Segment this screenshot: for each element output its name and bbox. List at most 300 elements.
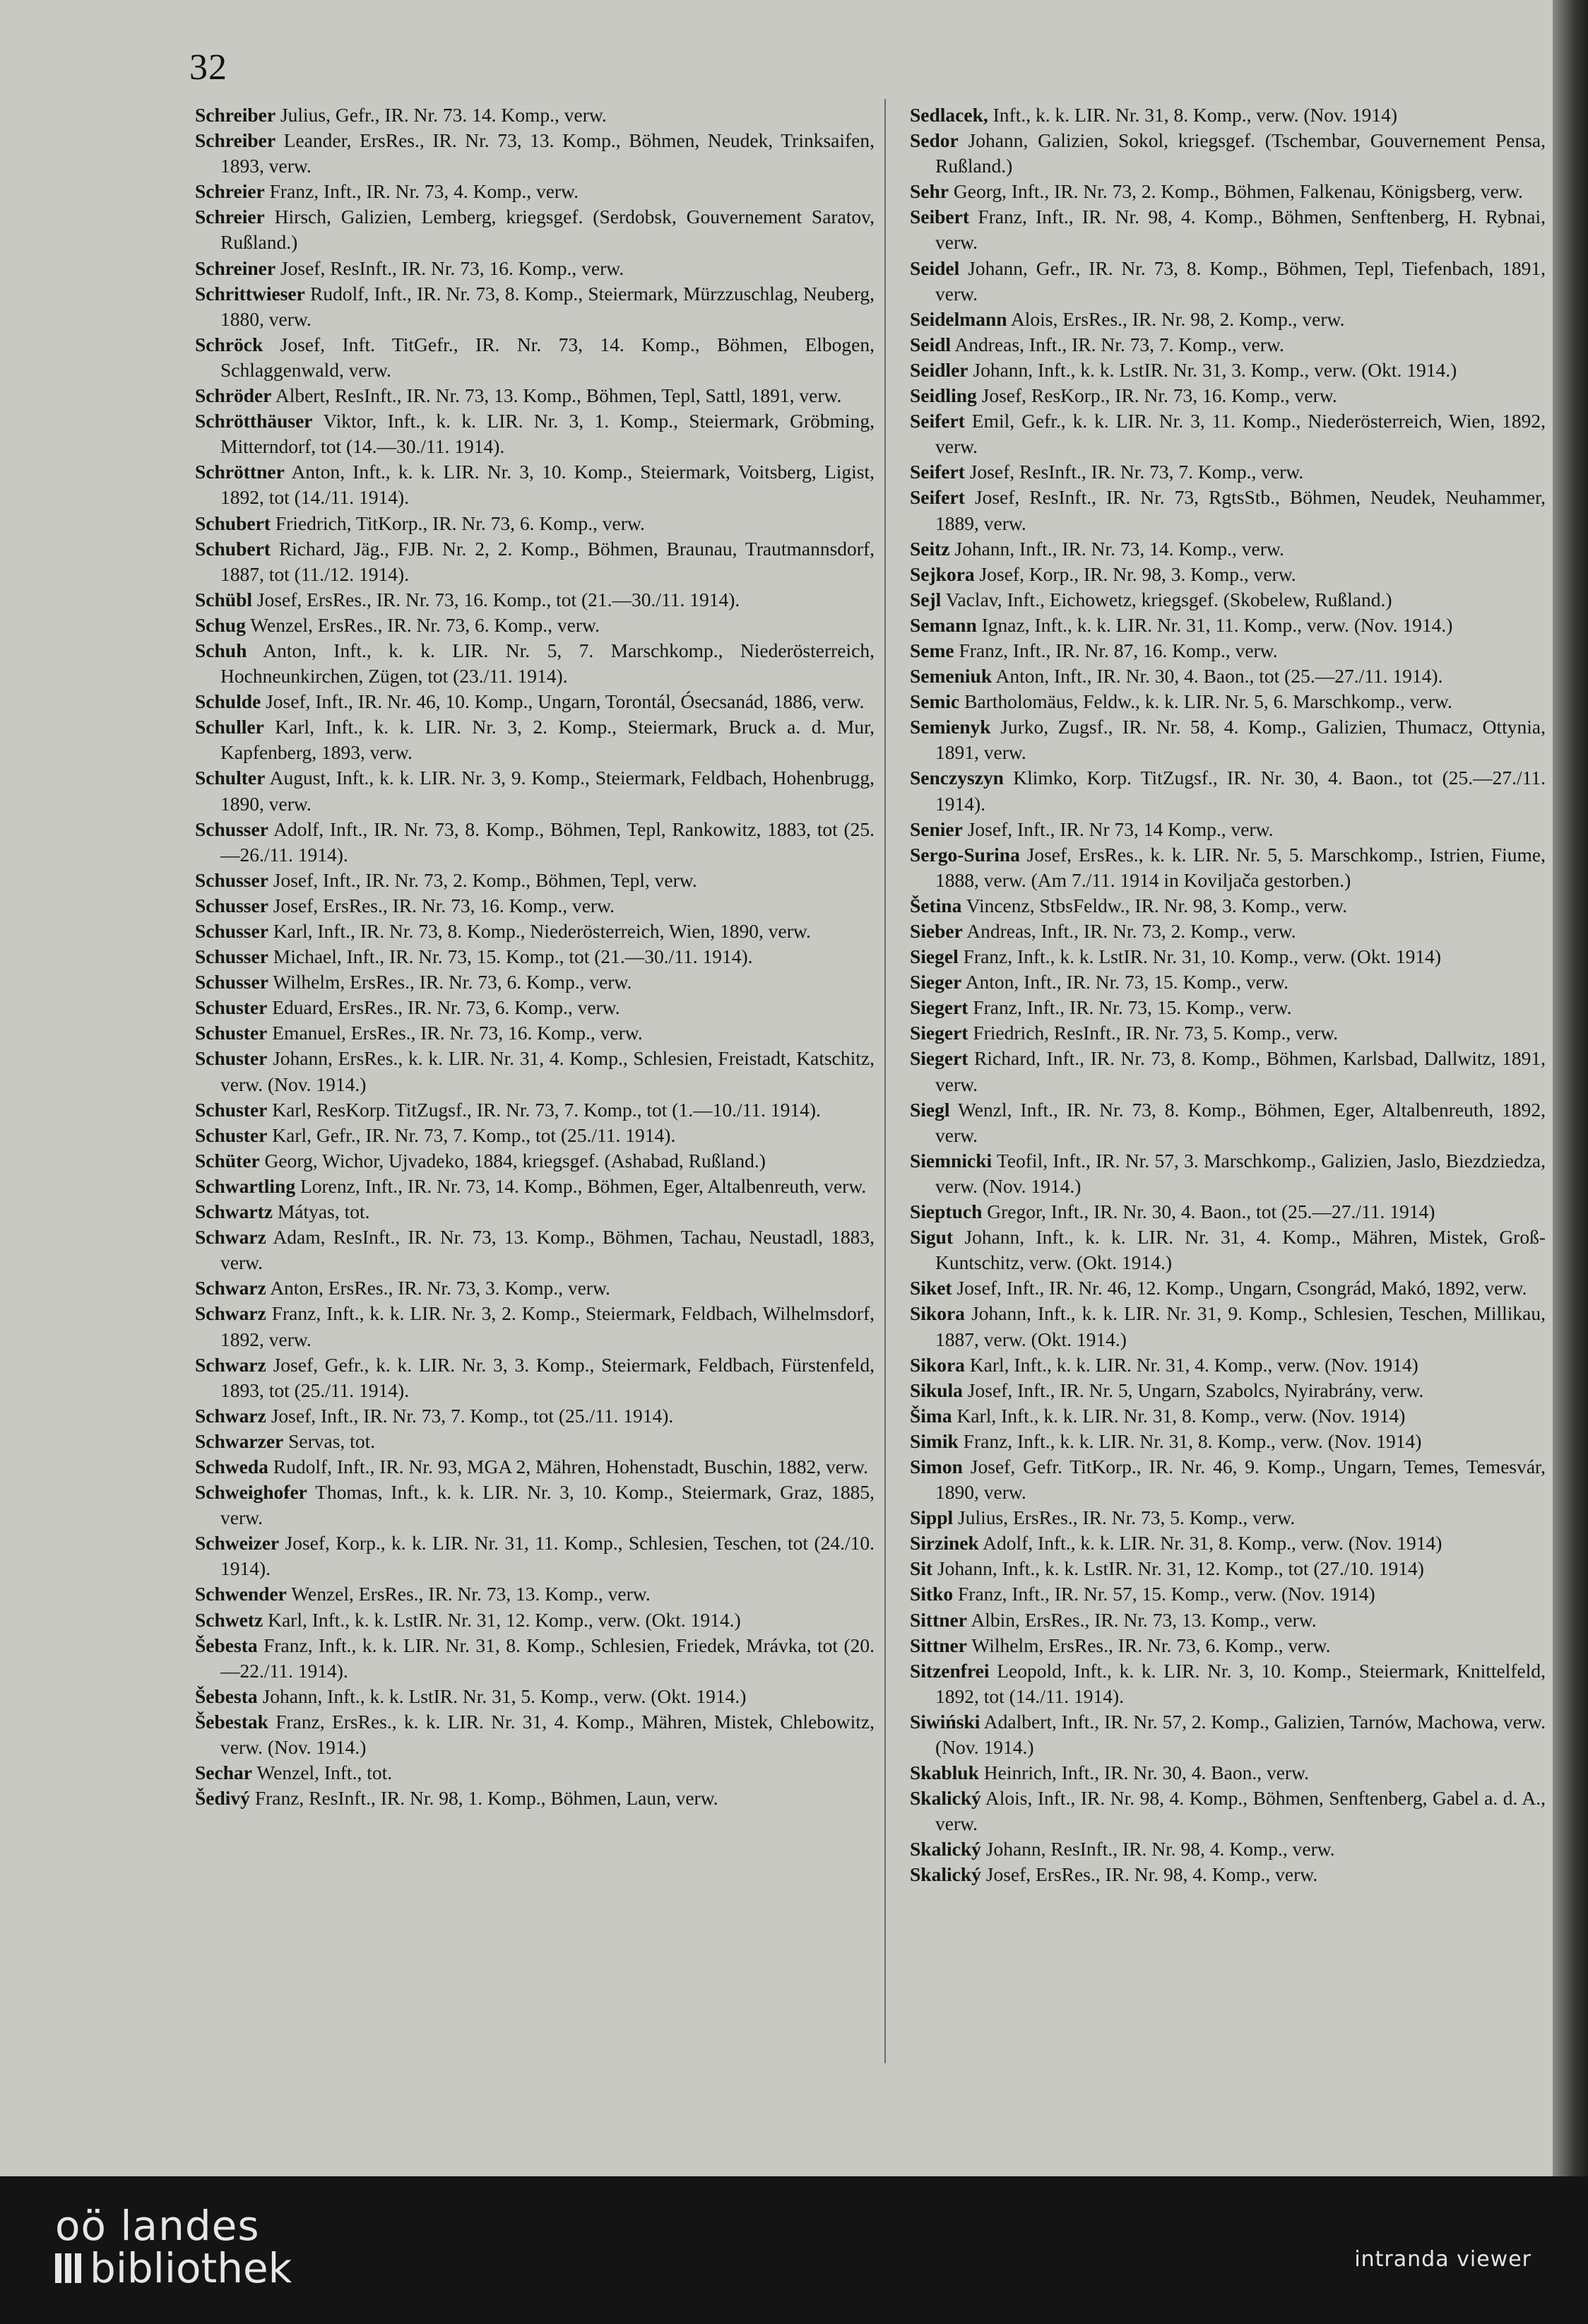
- register-entry: [195, 1020, 875, 1046]
- entry-surname: Skalický: [910, 1863, 981, 1886]
- entry-details: Thomas, Inft., k. k. LIR. Nr. 3, 10. Komp., Steiermark, Graz, 1885, verw.: [220, 1481, 875, 1529]
- register-entry: [195, 1786, 875, 1811]
- column-divider: [884, 99, 886, 2063]
- entry-details: Johann, ResInft., IR. Nr. 98, 4. Komp., verw.: [985, 1838, 1335, 1860]
- entry-details: Heinrich, Inft., IR. Nr. 30, 4. Baon., verw.: [983, 1762, 1310, 1784]
- entry-surname: Schreiber: [195, 104, 276, 126]
- entry-details: Johann, Inft., k. k. LstIR. Nr. 31, 12. Komp., tot (27./10. 1914): [937, 1557, 1424, 1580]
- entry-surname: Sehr: [910, 180, 949, 203]
- entry-details: Franz, Inft., k. k. LIR. Nr. 31, 8. Komp., verw. (Nov. 1914): [963, 1429, 1422, 1452]
- entry-details: Servas, tot.: [288, 1429, 376, 1452]
- entry-details: Ignaz, Inft., k. k. LIR. Nr. 31, 11. Komp., verw. (Nov. 1914.): [981, 613, 1453, 636]
- entry-surname: Schuster: [195, 1047, 268, 1070]
- register-entry: [910, 689, 1546, 714]
- entry-details: Albin, ErsRes., IR. Nr. 73, 13. Komp., verw.: [971, 1608, 1317, 1631]
- entry-details: Jurko, Zugsf., IR. Nr. 58, 4. Komp., Galizien, Thumacz, Ottynia, 1891, verw.: [935, 716, 1546, 764]
- register-entry: [195, 1429, 875, 1454]
- register-entry: [195, 714, 875, 765]
- register-entry: [195, 204, 875, 255]
- entry-details: Eduard, ErsRes., IR. Nr. 73, 6. Komp., verw.: [272, 996, 620, 1019]
- entry-details: Josef, Inft., IR. Nr. 46, 10. Komp., Ungarn, Torontál, Ósecsanád, 1886, verw.: [266, 690, 865, 713]
- register-entry: [910, 1454, 1546, 1505]
- register-entry: [195, 1148, 875, 1174]
- entry-details: Karl, Inft., k. k. LstIR. Nr. 31, 12. Komp., verw. (Okt. 1914.): [268, 1608, 741, 1631]
- register-entry: [195, 1581, 875, 1607]
- logo-line-1: oö landes: [55, 2202, 260, 2250]
- register-entry: [195, 868, 875, 893]
- register-entry: [195, 1480, 875, 1530]
- register-entry: [910, 459, 1546, 485]
- entry-details: Johann, Inft., k. k. LstIR. Nr. 31, 5. Komp., verw. (Okt. 1914.): [262, 1685, 747, 1707]
- entry-surname: Schreier: [195, 180, 265, 203]
- entry-details: Karl, Inft., k. k. LIR. Nr. 31, 4. Komp., verw. (Nov. 1914): [969, 1353, 1418, 1376]
- register-entry: [910, 1760, 1546, 1786]
- register-entry: [195, 638, 875, 689]
- register-entry: [195, 944, 875, 969]
- register-entry: [910, 893, 1546, 919]
- entry-surname: Siemnicki: [910, 1149, 992, 1172]
- entry-surname: Schweda: [195, 1455, 268, 1477]
- register-entry: [910, 587, 1546, 613]
- logo-bars-icon: [55, 2253, 81, 2283]
- entry-surname: Šetina: [910, 894, 962, 916]
- entry-details: Anton, Inft., IR. Nr. 30, 4. Baon., tot (25.—27./11. 1914).: [995, 665, 1443, 688]
- entry-surname: Schröder: [195, 384, 272, 407]
- logo-line-2-text: bibliothek: [90, 2244, 292, 2292]
- entry-details: Anton, Inft., k. k. LIR. Nr. 3, 10. Komp., Steiermark, Voitsberg, Ligist, 1892, tot (14./11. 1914).: [220, 461, 875, 509]
- entry-details: Josef, Inft., IR. Nr 73, 14 Komp., verw.: [967, 818, 1274, 840]
- register-entry: [195, 459, 875, 510]
- entry-details: Andreas, Inft., IR. Nr. 73, 2. Komp., verw.: [966, 920, 1296, 942]
- entry-details: Klimko, Korp. TitZugsf., IR. Nr. 30, 4. Baon., tot (25.—27./11. 1914).: [935, 767, 1546, 815]
- entry-surname: Siwiński: [910, 1710, 980, 1733]
- register-entry: [910, 613, 1546, 638]
- entry-surname: Seifert: [910, 461, 965, 483]
- register-entry: [910, 1608, 1546, 1633]
- entry-details: Johann, Inft., IR. Nr. 73, 14. Komp., verw.: [954, 537, 1284, 560]
- register-entry: [910, 995, 1546, 1020]
- register-entry: [195, 1046, 875, 1097]
- entry-details: Josef, ResInft., IR. Nr. 73, RgtsStb., Böhmen, Neudek, Neuhammer, 1889, verw.: [935, 486, 1546, 534]
- entry-details: Karl, Inft., k. k. LIR. Nr. 3, 2. Komp., Steiermark, Bruck a. d. Mur, Kapfenberg, 1893, verw.: [220, 716, 875, 764]
- entry-details: Josef, Gefr., k. k. LIR. Nr. 3, 3. Komp., Steiermark, Feldbach, Fürstenfeld, 1893, tot (25./11. 1914).: [220, 1353, 875, 1401]
- entry-surname: Sikula: [910, 1379, 963, 1401]
- entry-surname: Semann: [910, 613, 977, 636]
- entry-details: Josef, Inft., IR. Nr. 46, 12. Komp., Ungarn, Csongrád, Makó, 1892, verw.: [956, 1277, 1527, 1299]
- entry-surname: Senczyszyn: [910, 767, 1004, 789]
- entry-surname: Seidelmann: [910, 307, 1007, 330]
- entry-surname: Schrötthäuser: [195, 410, 313, 432]
- entry-details: Emanuel, ErsRes., IR. Nr. 73, 16. Komp., verw.: [272, 1022, 643, 1044]
- entry-surname: Senier: [910, 818, 963, 840]
- entry-details: Josef, ErsRes., IR. Nr. 73, 16. Komp., tot (21.—30./11. 1914).: [256, 588, 740, 611]
- entry-details: Viktor, Inft., k. k. LIR. Nr. 3, 1. Komp., Steiermark, Gröbming, Mitterndorf, tot (14.—30./11. 1914).: [220, 410, 875, 458]
- entry-surname: Schuster: [195, 1022, 268, 1044]
- entry-surname: Schwarzer: [195, 1429, 284, 1452]
- register-entry: [195, 1301, 875, 1352]
- entry-details: Georg, Wichor, Ujvadeko, 1884, kriegsgef. (Ashabad, Rußland.): [264, 1149, 766, 1172]
- entry-details: Franz, Inft., IR. Nr. 87, 16. Komp., verw.: [959, 639, 1278, 661]
- entry-surname: Semic: [910, 690, 960, 713]
- register-entry: [195, 689, 875, 714]
- entry-surname: Sitko: [910, 1583, 954, 1605]
- register-entry: [195, 1275, 875, 1301]
- register-entry: [910, 817, 1546, 842]
- entry-surname: Schwarz: [195, 1302, 266, 1325]
- entry-details: Anton, Inft., IR. Nr. 73, 15. Komp., verw.: [965, 971, 1288, 993]
- register-entry: [910, 1836, 1546, 1862]
- register-entry: [195, 383, 875, 408]
- entry-details: Inft., k. k. LIR. Nr. 31, 8. Komp., verw. (Nov. 1914): [992, 104, 1397, 126]
- entry-surname: Sechar: [195, 1762, 252, 1784]
- entry-surname: Seidler: [910, 358, 968, 381]
- entry-details: Lorenz, Inft., IR. Nr. 73, 14. Komp., Böhmen, Eger, Altalbenreuth, verw.: [300, 1174, 867, 1197]
- entry-surname: Sitzenfrei: [910, 1659, 990, 1682]
- entry-surname: Schweighofer: [195, 1481, 307, 1504]
- register-entry: [910, 383, 1546, 408]
- register-entry: [195, 332, 875, 383]
- entry-surname: Sirzinek: [910, 1532, 979, 1555]
- register-entry: [910, 562, 1546, 587]
- entry-surname: Šima: [910, 1404, 952, 1427]
- entry-surname: Schwartling: [195, 1174, 296, 1197]
- entry-surname: Schröck: [195, 333, 263, 355]
- entry-surname: Schreiber: [195, 129, 276, 152]
- entry-details: Franz, ResInft., IR. Nr. 98, 1. Komp., Böhmen, Laun, verw.: [254, 1787, 718, 1810]
- entry-details: Josef, ErsRes., IR. Nr. 73, 16. Komp., verw.: [273, 894, 615, 916]
- entry-surname: Seitz: [910, 537, 950, 560]
- entry-details: Wenzel, ErsRes., IR. Nr. 73, 6. Komp., verw.: [250, 613, 600, 636]
- entry-surname: Schwarz: [195, 1277, 266, 1299]
- register-entry: [195, 919, 875, 944]
- entry-details: Franz, Inft., k. k. LIR. Nr. 3, 2. Komp., Steiermark, Feldbach, Wilhelmsdorf, 1892, verw.: [220, 1302, 875, 1350]
- register-entry: [910, 536, 1546, 562]
- entry-details: Karl, Inft., IR. Nr. 73, 8. Komp., Niederösterreich, Wien, 1890, verw.: [273, 920, 811, 942]
- register-entry: [195, 408, 875, 459]
- register-entry: [910, 1786, 1546, 1836]
- register-entry: [910, 1097, 1546, 1148]
- entry-details: Josef, Korp., IR. Nr. 98, 3. Komp., verw.: [979, 562, 1296, 585]
- register-entry: [195, 1709, 875, 1760]
- register-entry: [910, 1046, 1546, 1097]
- entry-details: Josef, Inft., IR. Nr. 5, Ungarn, Szabolcs, Nyirabrány, verw.: [967, 1379, 1424, 1401]
- entry-surname: Schusser: [195, 818, 268, 840]
- entry-details: Georg, Inft., IR. Nr. 73, 2. Komp., Böhmen, Falkenau, Königsberg, verw.: [953, 180, 1523, 203]
- logo-line-2: [55, 2244, 292, 2292]
- entry-surname: Siegert: [910, 1022, 968, 1044]
- register-entry: [910, 1429, 1546, 1454]
- register-entry: [195, 1633, 875, 1684]
- entry-details: Franz, Inft., k. k. LIR. Nr. 31, 8. Komp., Schlesien, Friedek, Mrávka, tot (20.—22./11. 1914).: [220, 1634, 875, 1682]
- entry-surname: Schulde: [195, 690, 261, 713]
- right-column: [910, 102, 1546, 1888]
- entry-surname: Siegl: [910, 1098, 950, 1121]
- entry-surname: Sieber: [910, 920, 963, 942]
- entry-details: Franz, ErsRes., k. k. LIR. Nr. 31, 4. Komp., Mähren, Mistek, Chlebowitz, verw. (Nov. 1914.): [220, 1710, 875, 1758]
- register-entry: [195, 969, 875, 995]
- entry-details: August, Inft., k. k. LIR. Nr. 3, 9. Komp., Steiermark, Feldbach, Hohenbrugg, 1890, verw.: [220, 767, 875, 815]
- register-entry: [910, 1581, 1546, 1607]
- register-entry: [910, 969, 1546, 995]
- entry-surname: Šebesta: [195, 1634, 258, 1656]
- entry-details: Karl, Inft., k. k. LIR. Nr. 31, 8. Komp., verw. (Nov. 1914): [956, 1404, 1406, 1427]
- entry-surname: Sikora: [910, 1302, 965, 1325]
- entry-details: Josef, Gefr. TitKorp., IR. Nr. 46, 9. Komp., Ungarn, Temes, Temesvár, 1890, verw.: [935, 1455, 1546, 1504]
- entry-surname: Schwarz: [195, 1353, 266, 1376]
- page-number: 32: [189, 47, 227, 88]
- register-entry: [910, 714, 1546, 765]
- entry-surname: Sigut: [910, 1226, 954, 1249]
- register-entry: [910, 1556, 1546, 1581]
- register-entry: [910, 332, 1546, 358]
- register-entry: [910, 1148, 1546, 1199]
- entry-details: Johann, Inft., k. k. LIR. Nr. 31, 9. Komp., Schlesien, Teschen, Millikau, 1887, verw. (Okt. 1914.): [935, 1302, 1546, 1350]
- register-entry: [195, 1225, 875, 1275]
- entry-surname: Schwarz: [195, 1226, 266, 1249]
- entry-surname: Šebesta: [195, 1685, 258, 1707]
- entry-details: Wilhelm, ErsRes., IR. Nr. 73, 6. Komp., verw.: [273, 971, 632, 993]
- entry-details: Josef, ErsRes., k. k. LIR. Nr. 5, 5. Marschkomp., Istrien, Fiume, 1888, verw. (Am 7./11. 1914 in Koviljača gestorben.): [935, 843, 1546, 891]
- entry-details: Karl, ResKorp. TitZugsf., IR. Nr. 73, 7. Komp., tot (1.—10./11. 1914).: [272, 1098, 821, 1121]
- entry-surname: Seifert: [910, 486, 965, 509]
- entry-surname: Schüter: [195, 1149, 260, 1172]
- entry-details: Josef, Inft., IR. Nr. 73, 7. Komp., tot (25./11. 1914).: [271, 1404, 674, 1427]
- entry-details: Franz, Inft., IR. Nr. 57, 15. Komp., verw. (Nov. 1914): [958, 1583, 1375, 1605]
- entry-surname: Schübl: [195, 588, 253, 611]
- entry-surname: Schrittwieser: [195, 282, 305, 305]
- entry-surname: Simon: [910, 1455, 963, 1477]
- entry-surname: Schusser: [195, 945, 268, 968]
- entry-details: Josef, Korp., k. k. LIR. Nr. 31, 11. Komp., Schlesien, Teschen, tot (24./10. 1914).: [220, 1532, 875, 1580]
- entry-details: Josef, Inft., IR. Nr. 73, 2. Komp., Böhmen, Tepl, verw.: [273, 868, 697, 891]
- entry-surname: Schusser: [195, 894, 268, 916]
- register-entry: [195, 1199, 875, 1225]
- entry-details: Michael, Inft., IR. Nr. 73, 15. Komp., tot (21.—30./11. 1914).: [273, 945, 753, 968]
- entry-surname: Siegert: [910, 1047, 968, 1070]
- register-entry: [910, 408, 1546, 459]
- register-entry: [910, 256, 1546, 307]
- entry-surname: Schreier: [195, 206, 265, 228]
- register-entry: [910, 1658, 1546, 1709]
- entry-surname: Sikora: [910, 1353, 965, 1376]
- entry-surname: Seidling: [910, 384, 977, 407]
- register-entry: [195, 1352, 875, 1403]
- entry-surname: Šedivý: [195, 1787, 250, 1810]
- entry-details: Albert, ResInft., IR. Nr. 73, 13. Komp., Böhmen, Tepl, Sattl, 1891, verw.: [275, 384, 842, 407]
- entry-details: Alois, Inft., IR. Nr. 98, 4. Komp., Böhmen, Senftenberg, Gabel a. d. A., verw.: [935, 1787, 1546, 1835]
- entry-details: Friedrich, ResInft., IR. Nr. 73, 5. Komp., verw.: [973, 1022, 1339, 1044]
- register-entry: [910, 1633, 1546, 1658]
- register-entry: [910, 1862, 1546, 1887]
- entry-details: Gregor, Inft., IR. Nr. 30, 4. Baon., tot (25.—27./11. 1914): [987, 1201, 1435, 1223]
- entry-surname: Siket: [910, 1277, 952, 1299]
- viewer-label[interactable]: intranda viewer: [1354, 2247, 1531, 2272]
- register-entry: [910, 485, 1546, 536]
- register-entry: [910, 765, 1546, 816]
- entry-details: Franz, Inft., k. k. LstIR. Nr. 31, 10. Komp., verw. (Okt. 1914): [963, 945, 1442, 968]
- register-entry: [195, 536, 875, 587]
- book-gutter: [1553, 0, 1588, 2176]
- register-entry: [910, 1352, 1546, 1378]
- entry-details: Emil, Gefr., k. k. LIR. Nr. 3, 11. Komp., Niederösterreich, Wien, 1892, verw.: [935, 410, 1546, 458]
- register-entry: [910, 1505, 1546, 1530]
- entry-surname: Sippl: [910, 1506, 954, 1529]
- entry-surname: Schwetz: [195, 1608, 263, 1631]
- register-entry: [910, 307, 1546, 332]
- register-entry: [910, 1225, 1546, 1275]
- register-entry: [195, 1530, 875, 1581]
- register-entry: [195, 511, 875, 536]
- register-entry: [195, 893, 875, 919]
- entry-surname: Schwarz: [195, 1404, 266, 1427]
- entry-details: Adalbert, Inft., IR. Nr. 57, 2. Komp., Galizien, Tarnów, Machowa, verw. (Nov. 1914.): [935, 1710, 1546, 1758]
- entry-surname: Seifert: [910, 410, 965, 432]
- entry-details: Anton, ErsRes., IR. Nr. 73, 3. Komp., verw.: [270, 1277, 610, 1299]
- entry-details: Rudolf, Inft., IR. Nr. 73, 8. Komp., Steiermark, Mürzzuschlag, Neuberg, 1880, verw.: [220, 282, 875, 330]
- entry-surname: Šebestak: [195, 1710, 268, 1733]
- register-entry: [910, 102, 1546, 128]
- entry-surname: Sittner: [910, 1634, 967, 1656]
- register-entry: [195, 1097, 875, 1123]
- entry-details: Josef, Inft. TitGefr., IR. Nr. 73, 14. Komp., Böhmen, Elbogen, Schlaggenwald, verw.: [220, 333, 875, 381]
- register-entry: [910, 1378, 1546, 1403]
- entry-details: Adolf, Inft., IR. Nr. 73, 8. Komp., Böhmen, Tepl, Rankowitz, 1883, tot (25.—26./11. 1914).: [220, 818, 875, 866]
- entry-details: Adam, ResInft., IR. Nr. 73, 13. Komp., Böhmen, Tachau, Neustadl, 1883, verw.: [220, 1226, 875, 1274]
- register-entry: [910, 358, 1546, 383]
- entry-details: Johann, Galizien, Sokol, kriegsgef. (Tschembar, Gouvernement Pensa, Rußland.): [935, 129, 1546, 177]
- register-entry: [910, 638, 1546, 663]
- entry-details: Johann, ErsRes., k. k. LIR. Nr. 31, 4. Komp., Schlesien, Freistadt, Katschitz, verw. (Nov. 1914.): [220, 1047, 875, 1095]
- entry-surname: Schulter: [195, 767, 266, 789]
- register-entry: [910, 1020, 1546, 1046]
- register-entry: [195, 1454, 875, 1480]
- entry-surname: Sieptuch: [910, 1201, 983, 1223]
- entry-surname: Schusser: [195, 868, 268, 891]
- entry-details: Franz, Inft., IR. Nr. 73, 4. Komp., verw.: [269, 180, 579, 203]
- entry-details: Vaclav, Inft., Eichowetz, kriegsgef. (Skobelew, Rußland.): [945, 588, 1392, 611]
- entry-surname: Semeniuk: [910, 665, 992, 688]
- register-entry: [910, 204, 1546, 255]
- entry-surname: Schuster: [195, 996, 268, 1019]
- entry-details: Johann, Gefr., IR. Nr. 73, 8. Komp., Böhmen, Tepl, Tiefenbach, 1891, verw.: [935, 256, 1546, 305]
- entry-surname: Siegert: [910, 996, 968, 1019]
- entry-surname: Semienyk: [910, 716, 991, 738]
- register-entry: [910, 944, 1546, 969]
- entry-surname: Schröttner: [195, 461, 285, 483]
- entry-surname: Simik: [910, 1429, 959, 1452]
- entry-details: Wenzel, ErsRes., IR. Nr. 73, 13. Komp., verw.: [291, 1583, 651, 1605]
- entry-details: Josef, ResInft., IR. Nr. 73, 7. Komp., verw.: [969, 461, 1304, 483]
- entry-details: Friedrich, TitKorp., IR. Nr. 73, 6. Komp., verw.: [275, 512, 645, 534]
- entry-surname: Schwartz: [195, 1201, 273, 1223]
- entry-surname: Schuster: [195, 1123, 268, 1146]
- entry-details: Leander, ErsRes., IR. Nr. 73, 13. Komp., Böhmen, Neudek, Trinksaifen, 1893, verw.: [220, 129, 875, 177]
- register-entry: [195, 587, 875, 613]
- register-entry: [195, 765, 875, 816]
- entry-details: Julius, Gefr., IR. Nr. 73. 14. Komp., verw.: [280, 104, 607, 126]
- entry-surname: Schusser: [195, 920, 268, 942]
- entry-details: Wilhelm, ErsRes., IR. Nr. 73, 6. Komp., verw.: [971, 1634, 1331, 1656]
- register-entry: [195, 1760, 875, 1786]
- register-entry: [910, 1199, 1546, 1225]
- entry-surname: Sittner: [910, 1608, 967, 1631]
- register-entry: [195, 1123, 875, 1148]
- register-entry: [195, 102, 875, 128]
- entry-details: Mátyas, tot.: [277, 1201, 370, 1223]
- entry-surname: Sedlacek,: [910, 104, 988, 126]
- entry-surname: Sejkora: [910, 562, 975, 585]
- entry-details: Josef, ResInft., IR. Nr. 73, 16. Komp., verw.: [280, 256, 624, 279]
- entry-details: Julius, ErsRes., IR. Nr. 73, 5. Komp., verw.: [958, 1506, 1296, 1529]
- register-entry: [195, 1608, 875, 1633]
- entry-details: Richard, Inft., IR. Nr. 73, 8. Komp., Böhmen, Karlsbad, Dallwitz, 1891, verw.: [935, 1047, 1546, 1095]
- entry-surname: Schusser: [195, 971, 268, 993]
- entry-surname: Schuh: [195, 639, 247, 661]
- entry-details: Franz, Inft., IR. Nr. 73, 15. Komp., verw.: [973, 996, 1292, 1019]
- entry-details: Josef, ErsRes., IR. Nr. 98, 4. Komp., verw.: [985, 1863, 1318, 1886]
- register-entry: [910, 1530, 1546, 1556]
- left-column: [195, 102, 875, 1811]
- entry-surname: Skabluk: [910, 1762, 979, 1784]
- entry-surname: Sedor: [910, 129, 959, 152]
- register-entry: [195, 128, 875, 179]
- register-entry: [195, 256, 875, 281]
- entry-surname: Seidel: [910, 256, 960, 279]
- entry-details: Adolf, Inft., k. k. LIR. Nr. 31, 8. Komp., verw. (Nov. 1914): [983, 1532, 1442, 1555]
- entry-details: Franz, Inft., IR. Nr. 98, 4. Komp., Böhmen, Senftenberg, H. Rybnai, verw.: [935, 206, 1546, 254]
- register-entry: [195, 995, 875, 1020]
- entry-surname: Sergo-Surina: [910, 843, 1020, 866]
- entry-details: Richard, Jäg., FJB. Nr. 2, 2. Komp., Böhmen, Braunau, Trautmannsdorf, 1887, tot (11./12. 1914).: [220, 537, 875, 585]
- entry-details: Vincenz, StbsFeldw., IR. Nr. 98, 3. Komp., verw.: [966, 894, 1348, 916]
- entry-surname: Schreiner: [195, 256, 276, 279]
- entry-surname: Seme: [910, 639, 954, 661]
- entry-details: Teofil, Inft., IR. Nr. 57, 3. Marschkomp., Galizien, Jaslo, Biezdziedza, verw. (Nov. 1914.): [935, 1149, 1546, 1197]
- register-entry: [910, 1301, 1546, 1352]
- entry-surname: Schweizer: [195, 1532, 280, 1555]
- register-entry: [195, 1174, 875, 1199]
- entry-surname: Sejl: [910, 588, 942, 611]
- register-entry: [195, 817, 875, 868]
- entry-details: Johann, Inft., k. k. LIR. Nr. 31, 4. Komp., Mähren, Mistek, Groß-Kuntschitz, verw. (Okt. 1914.): [935, 1226, 1546, 1274]
- entry-surname: Seidl: [910, 333, 952, 355]
- entry-details: Karl, Gefr., IR. Nr. 73, 7. Komp., tot (25./11. 1914).: [272, 1123, 676, 1146]
- entry-details: Wenzl, Inft., IR. Nr. 73, 8. Komp., Böhmen, Eger, Altalbenreuth, 1892, verw.: [935, 1098, 1546, 1146]
- register-entry: [910, 1403, 1546, 1429]
- register-entry: [910, 663, 1546, 689]
- entry-details: Johann, Inft., k. k. LstIR. Nr. 31, 3. Komp., verw. (Okt. 1914.): [973, 358, 1457, 381]
- register-entry: [910, 1709, 1546, 1760]
- register-entry: [195, 179, 875, 204]
- register-entry: [910, 919, 1546, 944]
- entry-surname: Seibert: [910, 206, 970, 228]
- entry-details: Wenzel, Inft., tot.: [256, 1762, 393, 1784]
- entry-details: Anton, Inft., k. k. LIR. Nr. 5, 7. Marschkomp., Niederösterreich, Hochneunkirchen, Zügen, tot (23./11. 1914).: [220, 639, 875, 688]
- register-entry: [910, 842, 1546, 893]
- entry-surname: Siegel: [910, 945, 959, 968]
- register-entry: [195, 281, 875, 332]
- entry-surname: Schuller: [195, 716, 264, 738]
- entry-details: Alois, ErsRes., IR. Nr. 98, 2. Komp., verw.: [1010, 307, 1345, 330]
- register-entry: [910, 179, 1546, 204]
- entry-details: Leopold, Inft., k. k. LIR. Nr. 3, 10. Komp., Steiermark, Knittelfeld, 1892, tot (14./11. 1914).: [935, 1659, 1546, 1707]
- entry-surname: Schubert: [195, 537, 271, 560]
- library-logo[interactable]: [55, 2202, 292, 2292]
- entry-surname: Schug: [195, 613, 246, 636]
- register-entry: [910, 128, 1546, 179]
- entry-details: Bartholomäus, Feldw., k. k. LIR. Nr. 5, 6. Marschkomp., verw.: [964, 690, 1452, 713]
- entry-details: Hirsch, Galizien, Lemberg, kriegsgef. (Serdobsk, Gouvernement Saratov, Rußland.): [220, 206, 875, 254]
